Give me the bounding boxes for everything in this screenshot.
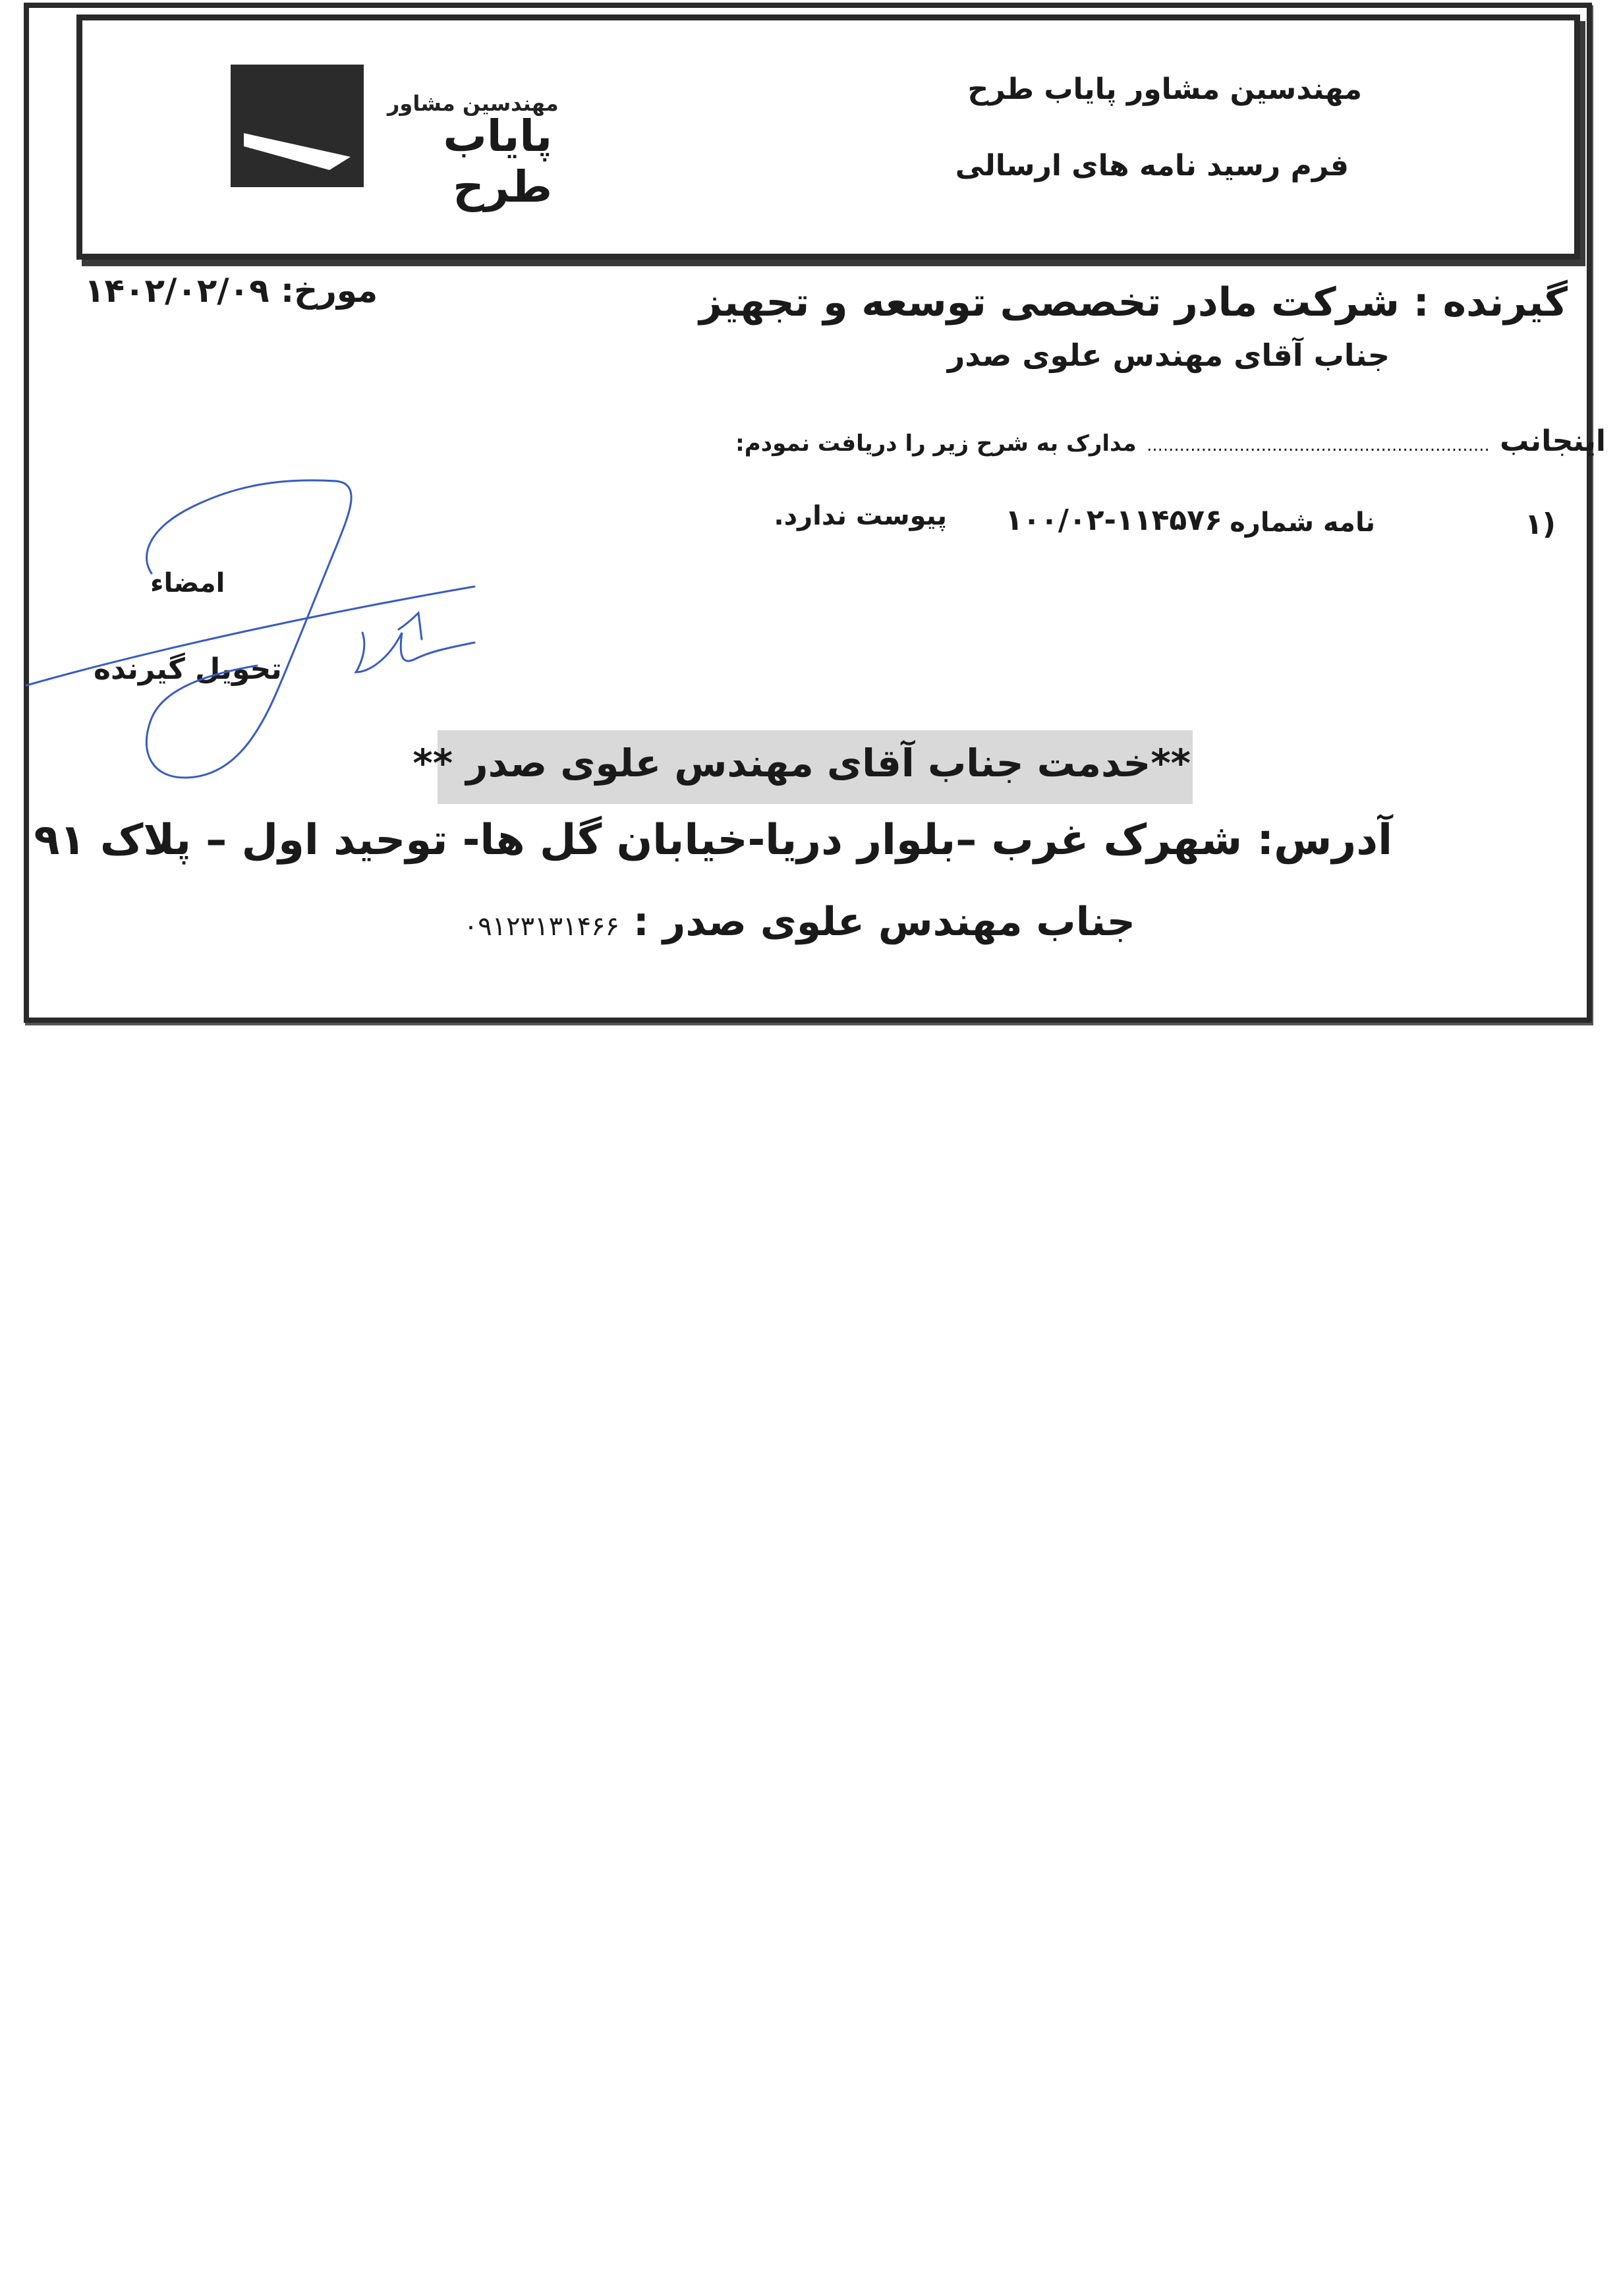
item-number: ۱) — [1525, 507, 1556, 541]
recipient-person: جناب آقای مهندس علوی صدر — [947, 337, 1390, 373]
item-letter-code: ۱۰۰/۰۲-۱۱۴۵۷۶ — [1005, 503, 1222, 537]
company-name: مهندسین مشاور پایاب طرح — [967, 72, 1362, 106]
receipt-suffix: مدارک به شرح زیر را دریافت نمودم: — [735, 430, 1137, 457]
contact-line — [464, 899, 1135, 945]
logo-text-big: پایاب طرح — [443, 111, 552, 212]
receipt-statement — [735, 424, 1606, 458]
attention-line: **خدمت جناب آقای مهندس علوی صدر ** — [412, 741, 1191, 786]
logo-text-small: مهندسین مشاور — [387, 91, 559, 116]
signature-label: امضاء — [150, 568, 225, 598]
receipt-prefix: اینجانب — [1500, 424, 1606, 458]
contact-phone: ۰۹۱۲۳۱۳۱۴۶۶ — [463, 911, 620, 942]
item-attachment-note: پیوست ندارد. — [774, 501, 947, 531]
contact-label: جناب مهندس علوی صدر : — [619, 899, 1135, 945]
receipt-dots: ............................................................... — [1147, 436, 1490, 455]
company-logo-mark — [231, 65, 364, 187]
address-line: آدرس: شهرک غرب –بلوار دریا-خیابان گل ها- توحید اول – پلاک ۹۱ — [34, 816, 1392, 865]
recipient-company: گیرنده : شرکت مادر تخصصی توسعه و تجهیز — [699, 279, 1568, 326]
date-line: مورخ: ۱۴۰۲/۰۲/۰۹ — [84, 272, 378, 310]
item-label: نامه شماره — [1230, 507, 1375, 538]
logo-shape-icon — [231, 65, 364, 187]
form-title: فرم رسید نامه های ارسالی — [955, 149, 1349, 183]
receiver-label: تحویل گیرنده — [94, 652, 282, 686]
